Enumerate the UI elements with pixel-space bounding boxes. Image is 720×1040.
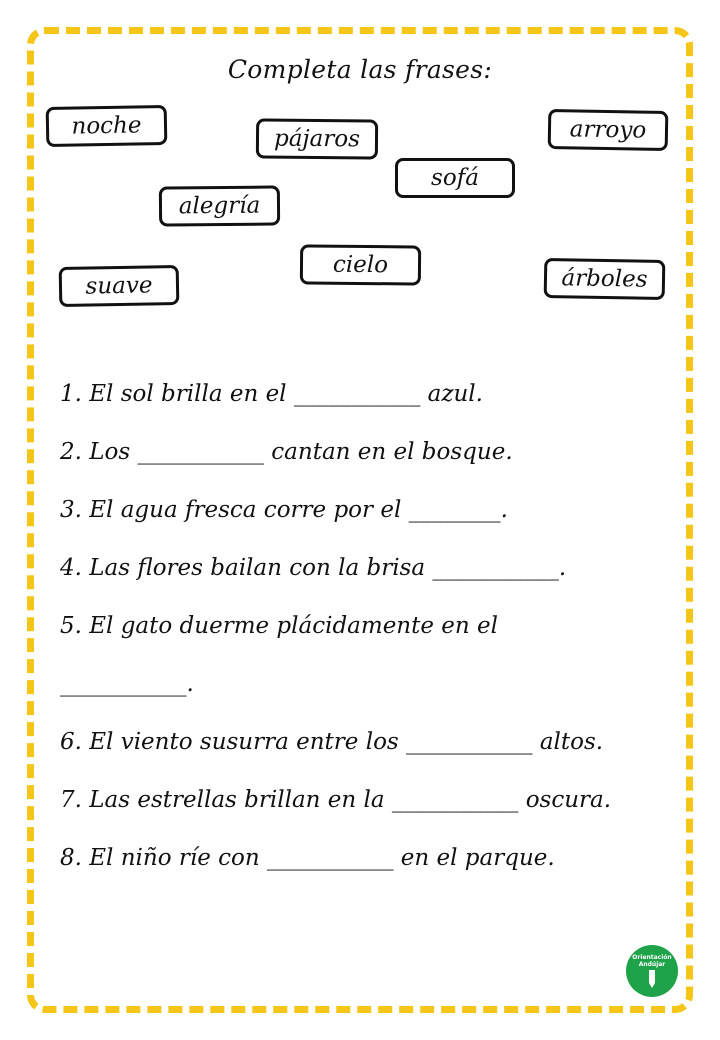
word-box-arboles: árboles: [544, 258, 666, 300]
word-box-alegria: alegría: [159, 185, 280, 226]
sentence-7: 7. Las estrellas brillan en la ___________ oscura.: [60, 787, 612, 813]
sentence-2: 2. Los ___________ cantan en el bosque.: [60, 439, 513, 465]
sentence-6: 6. El viento susurra entre los ___________ altos.: [60, 729, 604, 755]
word-box-suave: suave: [59, 265, 180, 307]
sentence-8: 8. El niño ríe con ___________ en el parque.: [60, 845, 555, 871]
word-box-pajaros: pájaros: [256, 118, 378, 159]
word-box-cielo: cielo: [300, 244, 421, 285]
sentence-1: 1. El sol brilla en el ___________ azul.: [60, 381, 483, 407]
word-box-arroyo: arroyo: [548, 109, 669, 151]
page-title: Completa las frases:: [227, 55, 493, 84]
sentence-4: 4. Las flores bailan con la brisa ___________.: [60, 555, 567, 581]
sentence-5-continuation: ___________.: [60, 671, 194, 697]
sentence-5: 5. El gato duerme plácidamente en el: [60, 613, 498, 639]
logo-line-2: Andújar: [638, 961, 666, 968]
pencil-icon: [648, 970, 656, 988]
word-box-noche: noche: [46, 105, 168, 147]
sentence-3: 3. El agua fresca corre por el ________.: [60, 497, 508, 523]
logo-line-1: Orientación: [632, 954, 672, 961]
word-box-sofa: sofá: [395, 158, 515, 198]
orientacion-andujar-logo: [626, 945, 678, 997]
